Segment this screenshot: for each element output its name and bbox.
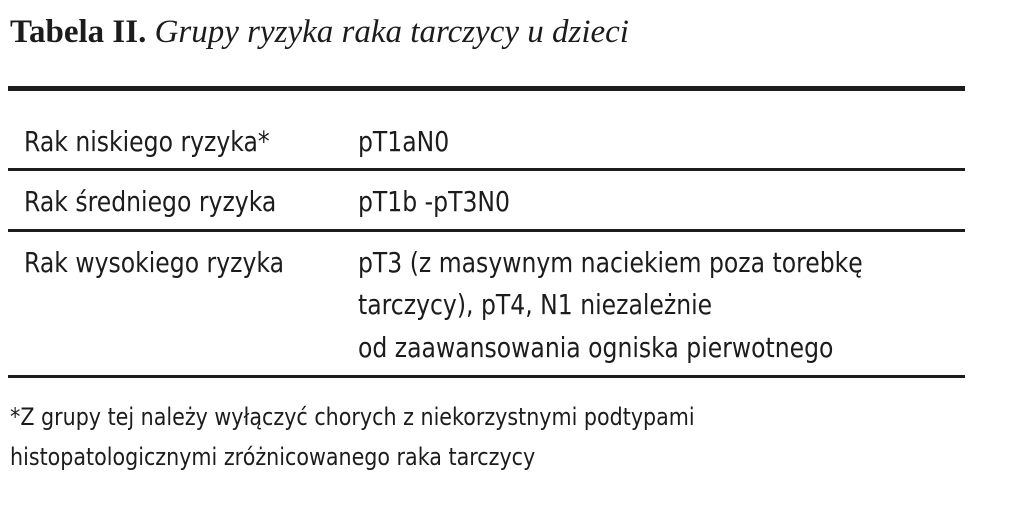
table-title: Grupy ryzyka raka tarczycy u dzieci: [154, 14, 629, 50]
criteria-cell: tarczycy), pT4, N1 niezależnie: [358, 288, 713, 321]
criteria-cell: pT1aN0: [358, 125, 450, 158]
criteria-cell: pT1b -pT3N0: [358, 185, 510, 218]
criteria-cell: pT3 (z masywnym naciekiem poza torebkę: [358, 246, 863, 279]
risk-group-cell: Rak niskiego ryzyka*: [24, 125, 270, 158]
risk-group-cell: Rak wysokiego ryzyka: [24, 246, 285, 279]
top-rule: [8, 86, 965, 91]
table-caption: [10, 10, 629, 54]
row-divider: [8, 168, 965, 171]
criteria-cell: od zaawansowania ogniska pierwotnego: [358, 331, 834, 364]
bottom-rule: [8, 375, 965, 378]
row-divider: [8, 229, 965, 232]
risk-group-cell: Rak średniego ryzyka: [24, 185, 277, 218]
footnote-line: *Z grupy tej należy wyłączyć chorych z niekorzystnymi podtypami: [10, 403, 695, 431]
table-label: Tabela II.: [10, 14, 147, 50]
footnote-line: histopatologicznymi zróżnicowanego raka tarczycy: [10, 443, 536, 471]
